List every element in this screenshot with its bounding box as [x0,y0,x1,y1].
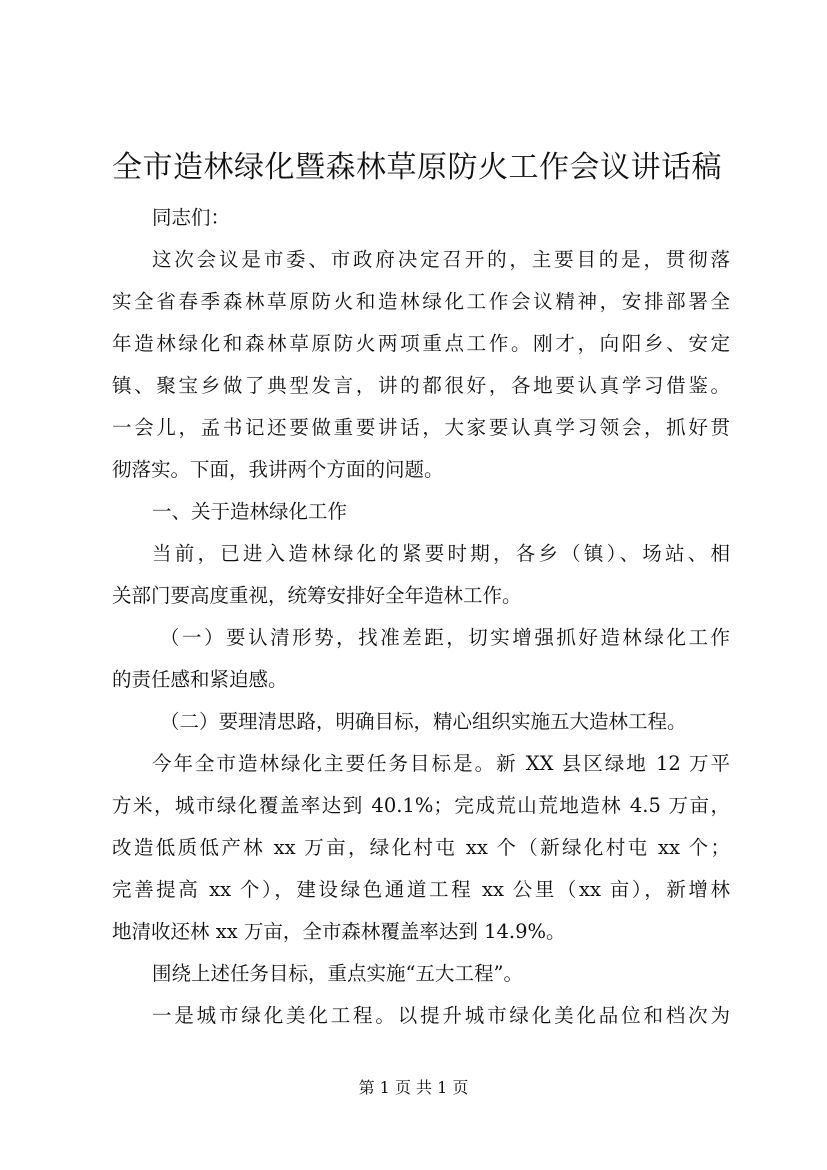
body-line: 完善提高 xx 个），建设绿色通道工程 xx 公里（xx 亩），新增林 [112,878,730,901]
body-line: 关部门要高度重视，统筹安排好全年造林工作。 [112,584,522,607]
subsection-heading: （二）要理清思路，明确目标，精心组织实施五大造林工程。 [160,710,687,733]
body-line: 这次会议是市委、市政府决定召开的，主要目的是，贯彻落 [152,248,730,271]
section-heading: 一、关于造林绿化工作 [152,500,348,523]
body-line: 一是城市绿化美化工程。以提升城市绿化美化品位和档次为 [152,1004,730,1027]
document-title: 全市造林绿化暨森林草原防火工作会议讲话稿 [112,150,722,185]
subsection-heading: （一）要认清形势，找准差距，切实增强抓好造林绿化工作 [160,626,730,649]
body-line: 当前，已进入造林绿化的紧要时期，各乡（镇）、场站、相 [152,542,730,565]
page-number-footer: 第 1 页 共 1 页 [358,1078,469,1097]
body-line: 一会儿，孟书记还要做重要讲话，大家要认真学习领会，抓好贯 [112,416,730,439]
body-line: 彻落实。下面，我讲两个方面的问题。 [112,458,444,481]
body-line: 的责任感和紧迫感。 [112,668,288,691]
body-line: 围绕上述任务目标，重点实施“五大工程”。 [152,962,523,985]
body-line: 今年全市造林绿化主要任务目标是。新 XX 县区绿地 12 万平 [152,752,730,775]
document-body [112,197,730,1037]
body-line: 年造林绿化和森林草原防火两项重点工作。刚才，向阳乡、安定 [112,332,730,355]
body-line: 实全省春季森林草原防火和造林绿化工作会议精神，安排部署全 [112,290,730,313]
body-line: 镇、聚宝乡做了典型发言，讲的都很好，各地要认真学习借鉴。 [112,374,730,397]
body-line: 改造低质低产林 xx 万亩，绿化村屯 xx 个（新绿化村屯 xx 个； [112,836,730,859]
salutation-line: 同志们： [152,206,231,229]
body-line: 方米，城市绿化覆盖率达到 40.1%；完成荒山荒地造林 4.5 万亩， [112,794,730,817]
body-line: 地清收还林 xx 万亩，全市森林覆盖率达到 14.9%。 [112,920,566,943]
